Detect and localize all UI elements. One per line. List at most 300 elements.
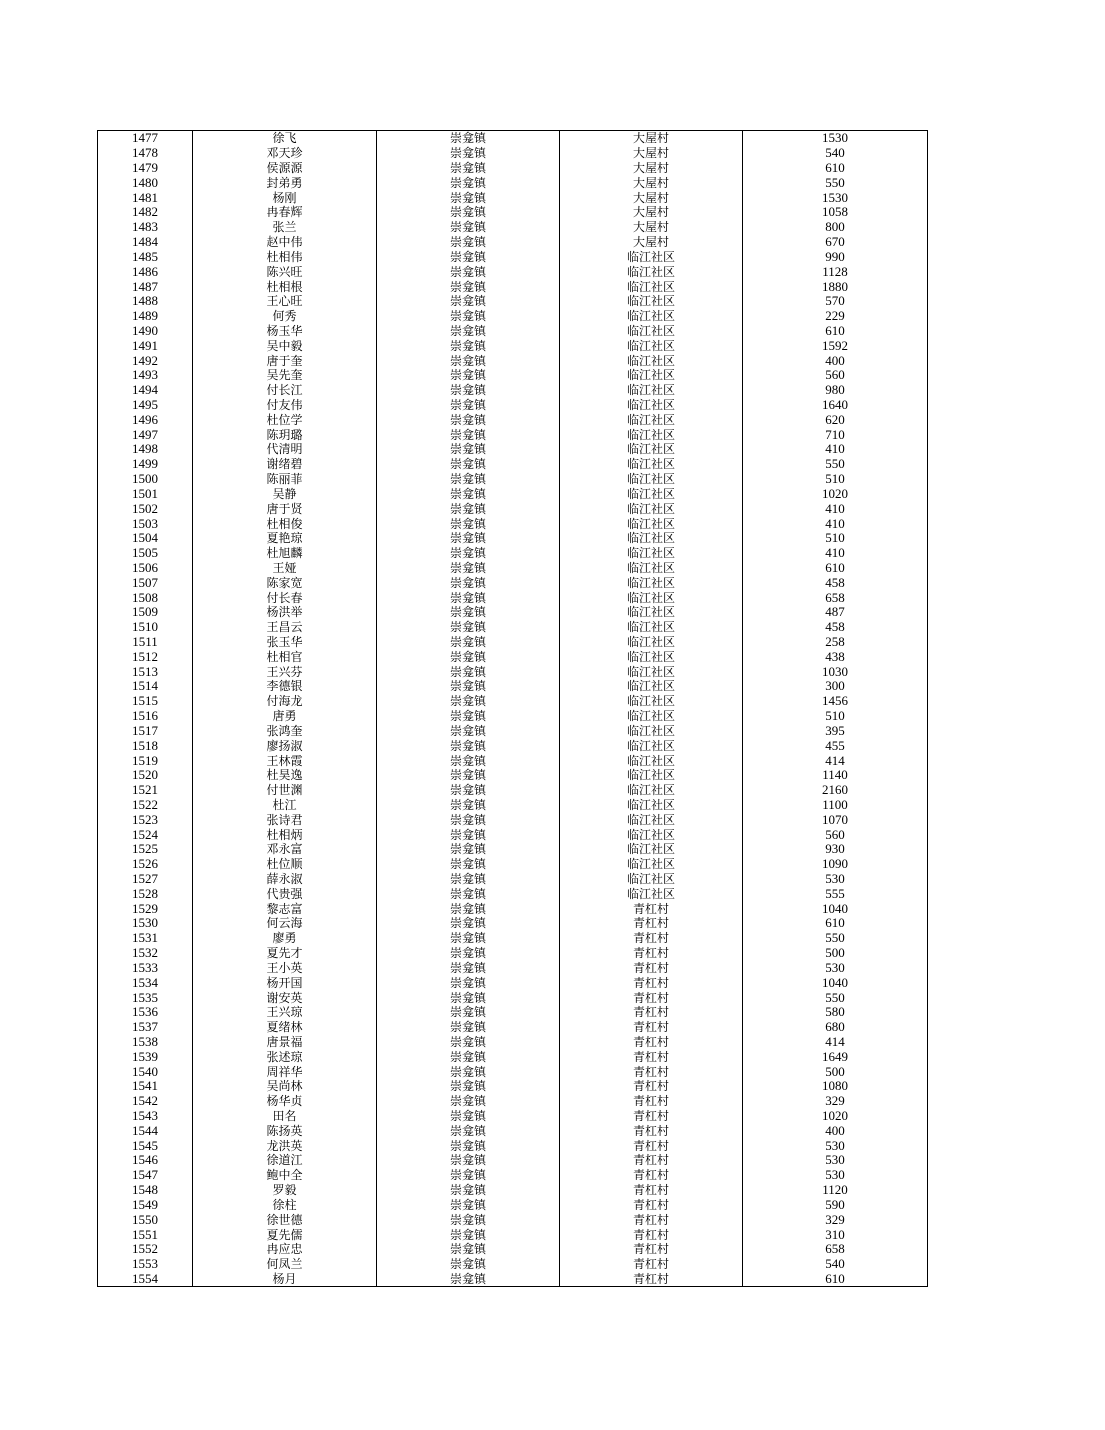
table-row <box>98 561 928 576</box>
amount-cell: 610 <box>743 561 928 576</box>
town-cell: 崇龛镇 <box>377 190 560 205</box>
table-row <box>98 220 928 235</box>
name-cell: 夏艳琼 <box>193 531 377 546</box>
amount-cell: 1040 <box>743 975 928 990</box>
name-cell: 杜旭麟 <box>193 546 377 561</box>
amount-cell: 1020 <box>743 487 928 502</box>
village-cell: 青杠村 <box>560 1005 743 1020</box>
town-cell: 崇龛镇 <box>377 1198 560 1213</box>
row-number-cell: 1551 <box>98 1227 193 1242</box>
row-number-cell: 1546 <box>98 1153 193 1168</box>
amount-cell: 570 <box>743 294 928 309</box>
amount-cell: 414 <box>743 753 928 768</box>
table-row <box>98 1257 928 1272</box>
table-row <box>98 501 928 516</box>
table-row <box>98 235 928 250</box>
table-row <box>98 872 928 887</box>
table-row <box>98 975 928 990</box>
name-cell: 唐景福 <box>193 1035 377 1050</box>
village-cell: 临江社区 <box>560 279 743 294</box>
name-cell: 杨玉华 <box>193 324 377 339</box>
table-row <box>98 1242 928 1257</box>
data-table <box>97 130 928 1287</box>
village-cell: 大屋村 <box>560 190 743 205</box>
name-cell: 杨华贞 <box>193 1094 377 1109</box>
town-cell: 崇龛镇 <box>377 1079 560 1094</box>
name-cell: 杨刚 <box>193 190 377 205</box>
name-cell: 徐世德 <box>193 1212 377 1227</box>
row-number-cell: 1547 <box>98 1168 193 1183</box>
town-cell: 崇龛镇 <box>377 309 560 324</box>
table-row <box>98 798 928 813</box>
amount-cell: 1040 <box>743 901 928 916</box>
amount-cell: 580 <box>743 1005 928 1020</box>
amount-cell: 458 <box>743 620 928 635</box>
amount-cell: 1080 <box>743 1079 928 1094</box>
village-cell: 青杠村 <box>560 1212 743 1227</box>
row-number-cell: 1487 <box>98 279 193 294</box>
amount-cell: 438 <box>743 649 928 664</box>
name-cell: 黎志富 <box>193 901 377 916</box>
village-cell: 临江社区 <box>560 575 743 590</box>
row-number-cell: 1550 <box>98 1212 193 1227</box>
village-cell: 临江社区 <box>560 338 743 353</box>
name-cell: 王兴琼 <box>193 1005 377 1020</box>
amount-cell: 487 <box>743 605 928 620</box>
name-cell: 陈扬英 <box>193 1123 377 1138</box>
row-number-cell: 1538 <box>98 1035 193 1050</box>
table-row <box>98 442 928 457</box>
town-cell: 崇龛镇 <box>377 768 560 783</box>
row-number-cell: 1498 <box>98 442 193 457</box>
amount-cell: 1592 <box>743 338 928 353</box>
name-cell: 代贵强 <box>193 886 377 901</box>
table-row <box>98 1020 928 1035</box>
name-cell: 侯源源 <box>193 161 377 176</box>
row-number-cell: 1508 <box>98 590 193 605</box>
amount-cell: 329 <box>743 1212 928 1227</box>
table-row <box>98 694 928 709</box>
table-row <box>98 783 928 798</box>
row-number-cell: 1545 <box>98 1138 193 1153</box>
table-row <box>98 857 928 872</box>
row-number-cell: 1488 <box>98 294 193 309</box>
name-cell: 田名 <box>193 1109 377 1124</box>
village-cell: 临江社区 <box>560 724 743 739</box>
name-cell: 杜位学 <box>193 412 377 427</box>
town-cell: 崇龛镇 <box>377 220 560 235</box>
name-cell: 王心旺 <box>193 294 377 309</box>
town-cell: 崇龛镇 <box>377 1138 560 1153</box>
town-cell: 崇龛镇 <box>377 1094 560 1109</box>
table-row <box>98 190 928 205</box>
town-cell: 崇龛镇 <box>377 279 560 294</box>
row-number-cell: 1552 <box>98 1242 193 1257</box>
amount-cell: 555 <box>743 886 928 901</box>
amount-cell: 410 <box>743 516 928 531</box>
name-cell: 王林霞 <box>193 753 377 768</box>
village-cell: 青杠村 <box>560 946 743 961</box>
amount-cell: 560 <box>743 827 928 842</box>
town-cell: 崇龛镇 <box>377 946 560 961</box>
name-cell: 张述琼 <box>193 1049 377 1064</box>
row-number-cell: 1511 <box>98 635 193 650</box>
amount-cell: 658 <box>743 1242 928 1257</box>
table-row <box>98 294 928 309</box>
village-cell: 青杠村 <box>560 916 743 931</box>
row-number-cell: 1500 <box>98 472 193 487</box>
name-cell: 杜昊逸 <box>193 768 377 783</box>
row-number-cell: 1481 <box>98 190 193 205</box>
row-number-cell: 1480 <box>98 175 193 190</box>
amount-cell: 258 <box>743 635 928 650</box>
table-row <box>98 664 928 679</box>
name-cell: 谢绪碧 <box>193 457 377 472</box>
row-number-cell: 1501 <box>98 487 193 502</box>
table-row <box>98 457 928 472</box>
name-cell: 徐飞 <box>193 131 377 146</box>
name-cell: 陈家宽 <box>193 575 377 590</box>
town-cell: 崇龛镇 <box>377 842 560 857</box>
name-cell: 付友伟 <box>193 398 377 413</box>
table-row <box>98 146 928 161</box>
row-number-cell: 1510 <box>98 620 193 635</box>
amount-cell: 510 <box>743 531 928 546</box>
name-cell: 王兴芬 <box>193 664 377 679</box>
row-number-cell: 1529 <box>98 901 193 916</box>
name-cell: 王娅 <box>193 561 377 576</box>
table-row <box>98 264 928 279</box>
row-number-cell: 1485 <box>98 250 193 265</box>
amount-cell: 670 <box>743 235 928 250</box>
town-cell: 崇龛镇 <box>377 161 560 176</box>
table-row <box>98 842 928 857</box>
amount-cell: 400 <box>743 1123 928 1138</box>
amount-cell: 540 <box>743 146 928 161</box>
village-cell: 青杠村 <box>560 1109 743 1124</box>
village-cell: 临江社区 <box>560 664 743 679</box>
amount-cell: 510 <box>743 472 928 487</box>
village-cell: 临江社区 <box>560 842 743 857</box>
town-cell: 崇龛镇 <box>377 1109 560 1124</box>
amount-cell: 1100 <box>743 798 928 813</box>
amount-cell: 1456 <box>743 694 928 709</box>
town-cell: 崇龛镇 <box>377 1049 560 1064</box>
row-number-cell: 1521 <box>98 783 193 798</box>
village-cell: 大屋村 <box>560 146 743 161</box>
amount-cell: 1120 <box>743 1183 928 1198</box>
amount-cell: 1649 <box>743 1049 928 1064</box>
table-row <box>98 250 928 265</box>
amount-cell: 610 <box>743 324 928 339</box>
town-cell: 崇龛镇 <box>377 264 560 279</box>
table-row <box>98 635 928 650</box>
table-row <box>98 1064 928 1079</box>
table-row <box>98 990 928 1005</box>
table-row <box>98 1079 928 1094</box>
name-cell: 唐勇 <box>193 709 377 724</box>
village-cell: 青杠村 <box>560 1138 743 1153</box>
village-cell: 临江社区 <box>560 590 743 605</box>
name-cell: 付海龙 <box>193 694 377 709</box>
town-cell: 崇龛镇 <box>377 338 560 353</box>
row-number-cell: 1519 <box>98 753 193 768</box>
name-cell: 何凤兰 <box>193 1257 377 1272</box>
amount-cell: 500 <box>743 1064 928 1079</box>
village-cell: 临江社区 <box>560 872 743 887</box>
amount-cell: 2160 <box>743 783 928 798</box>
amount-cell: 414 <box>743 1035 928 1050</box>
name-cell: 吴尚林 <box>193 1079 377 1094</box>
town-cell: 崇龛镇 <box>377 649 560 664</box>
row-number-cell: 1479 <box>98 161 193 176</box>
town-cell: 崇龛镇 <box>377 1183 560 1198</box>
table-row <box>98 516 928 531</box>
name-cell: 龙洪英 <box>193 1138 377 1153</box>
name-cell: 廖扬淑 <box>193 738 377 753</box>
town-cell: 崇龛镇 <box>377 531 560 546</box>
name-cell: 付世渊 <box>193 783 377 798</box>
town-cell: 崇龛镇 <box>377 442 560 457</box>
row-number-cell: 1548 <box>98 1183 193 1198</box>
row-number-cell: 1535 <box>98 990 193 1005</box>
town-cell: 崇龛镇 <box>377 472 560 487</box>
town-cell: 崇龛镇 <box>377 724 560 739</box>
name-cell: 夏先儒 <box>193 1227 377 1242</box>
amount-cell: 530 <box>743 1153 928 1168</box>
village-cell: 青杠村 <box>560 975 743 990</box>
town-cell: 崇龛镇 <box>377 501 560 516</box>
town-cell: 崇龛镇 <box>377 590 560 605</box>
amount-cell: 530 <box>743 1138 928 1153</box>
table-row <box>98 1212 928 1227</box>
village-cell: 临江社区 <box>560 635 743 650</box>
amount-cell: 1020 <box>743 1109 928 1124</box>
amount-cell: 300 <box>743 679 928 694</box>
village-cell: 临江社区 <box>560 353 743 368</box>
town-cell: 崇龛镇 <box>377 324 560 339</box>
village-cell: 临江社区 <box>560 487 743 502</box>
row-number-cell: 1533 <box>98 961 193 976</box>
amount-cell: 1090 <box>743 857 928 872</box>
row-number-cell: 1513 <box>98 664 193 679</box>
amount-cell: 410 <box>743 442 928 457</box>
village-cell: 大屋村 <box>560 161 743 176</box>
table-row <box>98 309 928 324</box>
town-cell: 崇龛镇 <box>377 427 560 442</box>
town-cell: 崇龛镇 <box>377 1064 560 1079</box>
town-cell: 崇龛镇 <box>377 1123 560 1138</box>
name-cell: 薛永淑 <box>193 872 377 887</box>
name-cell: 陈玥璐 <box>193 427 377 442</box>
row-number-cell: 1492 <box>98 353 193 368</box>
town-cell: 崇龛镇 <box>377 250 560 265</box>
table-row <box>98 709 928 724</box>
town-cell: 崇龛镇 <box>377 605 560 620</box>
table-row <box>98 531 928 546</box>
table-body <box>98 131 928 1287</box>
amount-cell: 1880 <box>743 279 928 294</box>
town-cell: 崇龛镇 <box>377 635 560 650</box>
row-number-cell: 1506 <box>98 561 193 576</box>
table-row <box>98 1183 928 1198</box>
village-cell: 临江社区 <box>560 812 743 827</box>
village-cell: 临江社区 <box>560 679 743 694</box>
name-cell: 杜相伟 <box>193 250 377 265</box>
town-cell: 崇龛镇 <box>377 575 560 590</box>
town-cell: 崇龛镇 <box>377 1212 560 1227</box>
table-row <box>98 724 928 739</box>
town-cell: 崇龛镇 <box>377 1242 560 1257</box>
village-cell: 临江社区 <box>560 694 743 709</box>
village-cell: 青杠村 <box>560 931 743 946</box>
amount-cell: 610 <box>743 1272 928 1287</box>
row-number-cell: 1512 <box>98 649 193 664</box>
town-cell: 崇龛镇 <box>377 235 560 250</box>
table-row <box>98 1094 928 1109</box>
name-cell: 徐柱 <box>193 1198 377 1213</box>
village-cell: 青杠村 <box>560 1272 743 1287</box>
village-cell: 大屋村 <box>560 205 743 220</box>
name-cell: 周祥华 <box>193 1064 377 1079</box>
row-number-cell: 1497 <box>98 427 193 442</box>
amount-cell: 500 <box>743 946 928 961</box>
town-cell: 崇龛镇 <box>377 146 560 161</box>
table-row <box>98 175 928 190</box>
name-cell: 陈兴旺 <box>193 264 377 279</box>
village-cell: 临江社区 <box>560 427 743 442</box>
town-cell: 崇龛镇 <box>377 1168 560 1183</box>
row-number-cell: 1509 <box>98 605 193 620</box>
name-cell: 吴静 <box>193 487 377 502</box>
row-number-cell: 1483 <box>98 220 193 235</box>
town-cell: 崇龛镇 <box>377 812 560 827</box>
name-cell: 王昌云 <box>193 620 377 635</box>
name-cell: 杜相炳 <box>193 827 377 842</box>
row-number-cell: 1499 <box>98 457 193 472</box>
table-row <box>98 753 928 768</box>
name-cell: 杜相官 <box>193 649 377 664</box>
amount-cell: 395 <box>743 724 928 739</box>
village-cell: 青杠村 <box>560 1168 743 1183</box>
village-cell: 青杠村 <box>560 1064 743 1079</box>
town-cell: 崇龛镇 <box>377 1020 560 1035</box>
row-number-cell: 1540 <box>98 1064 193 1079</box>
town-cell: 崇龛镇 <box>377 1272 560 1287</box>
village-cell: 临江社区 <box>560 531 743 546</box>
name-cell: 谢安英 <box>193 990 377 1005</box>
table-row <box>98 931 928 946</box>
town-cell: 崇龛镇 <box>377 546 560 561</box>
amount-cell: 1030 <box>743 664 928 679</box>
row-number-cell: 1516 <box>98 709 193 724</box>
amount-cell: 800 <box>743 220 928 235</box>
row-number-cell: 1537 <box>98 1020 193 1035</box>
table-row <box>98 383 928 398</box>
row-number-cell: 1532 <box>98 946 193 961</box>
table-row <box>98 1035 928 1050</box>
table-row <box>98 575 928 590</box>
village-cell: 青杠村 <box>560 1079 743 1094</box>
table-row <box>98 961 928 976</box>
village-cell: 青杠村 <box>560 1257 743 1272</box>
village-cell: 临江社区 <box>560 798 743 813</box>
village-cell: 临江社区 <box>560 250 743 265</box>
name-cell: 罗毅 <box>193 1183 377 1198</box>
row-number-cell: 1522 <box>98 798 193 813</box>
amount-cell: 610 <box>743 916 928 931</box>
town-cell: 崇龛镇 <box>377 901 560 916</box>
table-row <box>98 901 928 916</box>
row-number-cell: 1490 <box>98 324 193 339</box>
town-cell: 崇龛镇 <box>377 753 560 768</box>
town-cell: 崇龛镇 <box>377 1035 560 1050</box>
town-cell: 崇龛镇 <box>377 783 560 798</box>
amount-cell: 550 <box>743 175 928 190</box>
table-row <box>98 131 928 146</box>
row-number-cell: 1544 <box>98 1123 193 1138</box>
village-cell: 青杠村 <box>560 990 743 1005</box>
town-cell: 崇龛镇 <box>377 916 560 931</box>
row-number-cell: 1527 <box>98 872 193 887</box>
row-number-cell: 1504 <box>98 531 193 546</box>
amount-cell: 930 <box>743 842 928 857</box>
row-number-cell: 1503 <box>98 516 193 531</box>
amount-cell: 458 <box>743 575 928 590</box>
amount-cell: 1128 <box>743 264 928 279</box>
amount-cell: 658 <box>743 590 928 605</box>
town-cell: 崇龛镇 <box>377 383 560 398</box>
table-row <box>98 279 928 294</box>
village-cell: 大屋村 <box>560 235 743 250</box>
village-cell: 临江社区 <box>560 501 743 516</box>
table-row <box>98 946 928 961</box>
amount-cell: 710 <box>743 427 928 442</box>
amount-cell: 1070 <box>743 812 928 827</box>
table-row <box>98 1138 928 1153</box>
name-cell: 杜江 <box>193 798 377 813</box>
row-number-cell: 1523 <box>98 812 193 827</box>
amount-cell: 590 <box>743 1198 928 1213</box>
name-cell: 徐道江 <box>193 1153 377 1168</box>
name-cell: 张鸿奎 <box>193 724 377 739</box>
row-number-cell: 1531 <box>98 931 193 946</box>
village-cell: 临江社区 <box>560 738 743 753</box>
row-number-cell: 1518 <box>98 738 193 753</box>
town-cell: 崇龛镇 <box>377 516 560 531</box>
town-cell: 崇龛镇 <box>377 457 560 472</box>
table-row <box>98 1272 928 1287</box>
table-row <box>98 649 928 664</box>
name-cell: 邓永富 <box>193 842 377 857</box>
town-cell: 崇龛镇 <box>377 353 560 368</box>
row-number-cell: 1553 <box>98 1257 193 1272</box>
table-row <box>98 398 928 413</box>
name-cell: 何秀 <box>193 309 377 324</box>
town-cell: 崇龛镇 <box>377 620 560 635</box>
table-row <box>98 412 928 427</box>
amount-cell: 410 <box>743 501 928 516</box>
town-cell: 崇龛镇 <box>377 738 560 753</box>
name-cell: 张玉华 <box>193 635 377 650</box>
table-row <box>98 886 928 901</box>
amount-cell: 1530 <box>743 190 928 205</box>
name-cell: 杜相俊 <box>193 516 377 531</box>
table-row <box>98 812 928 827</box>
table-row <box>98 1049 928 1064</box>
village-cell: 青杠村 <box>560 1123 743 1138</box>
amount-cell: 680 <box>743 1020 928 1035</box>
